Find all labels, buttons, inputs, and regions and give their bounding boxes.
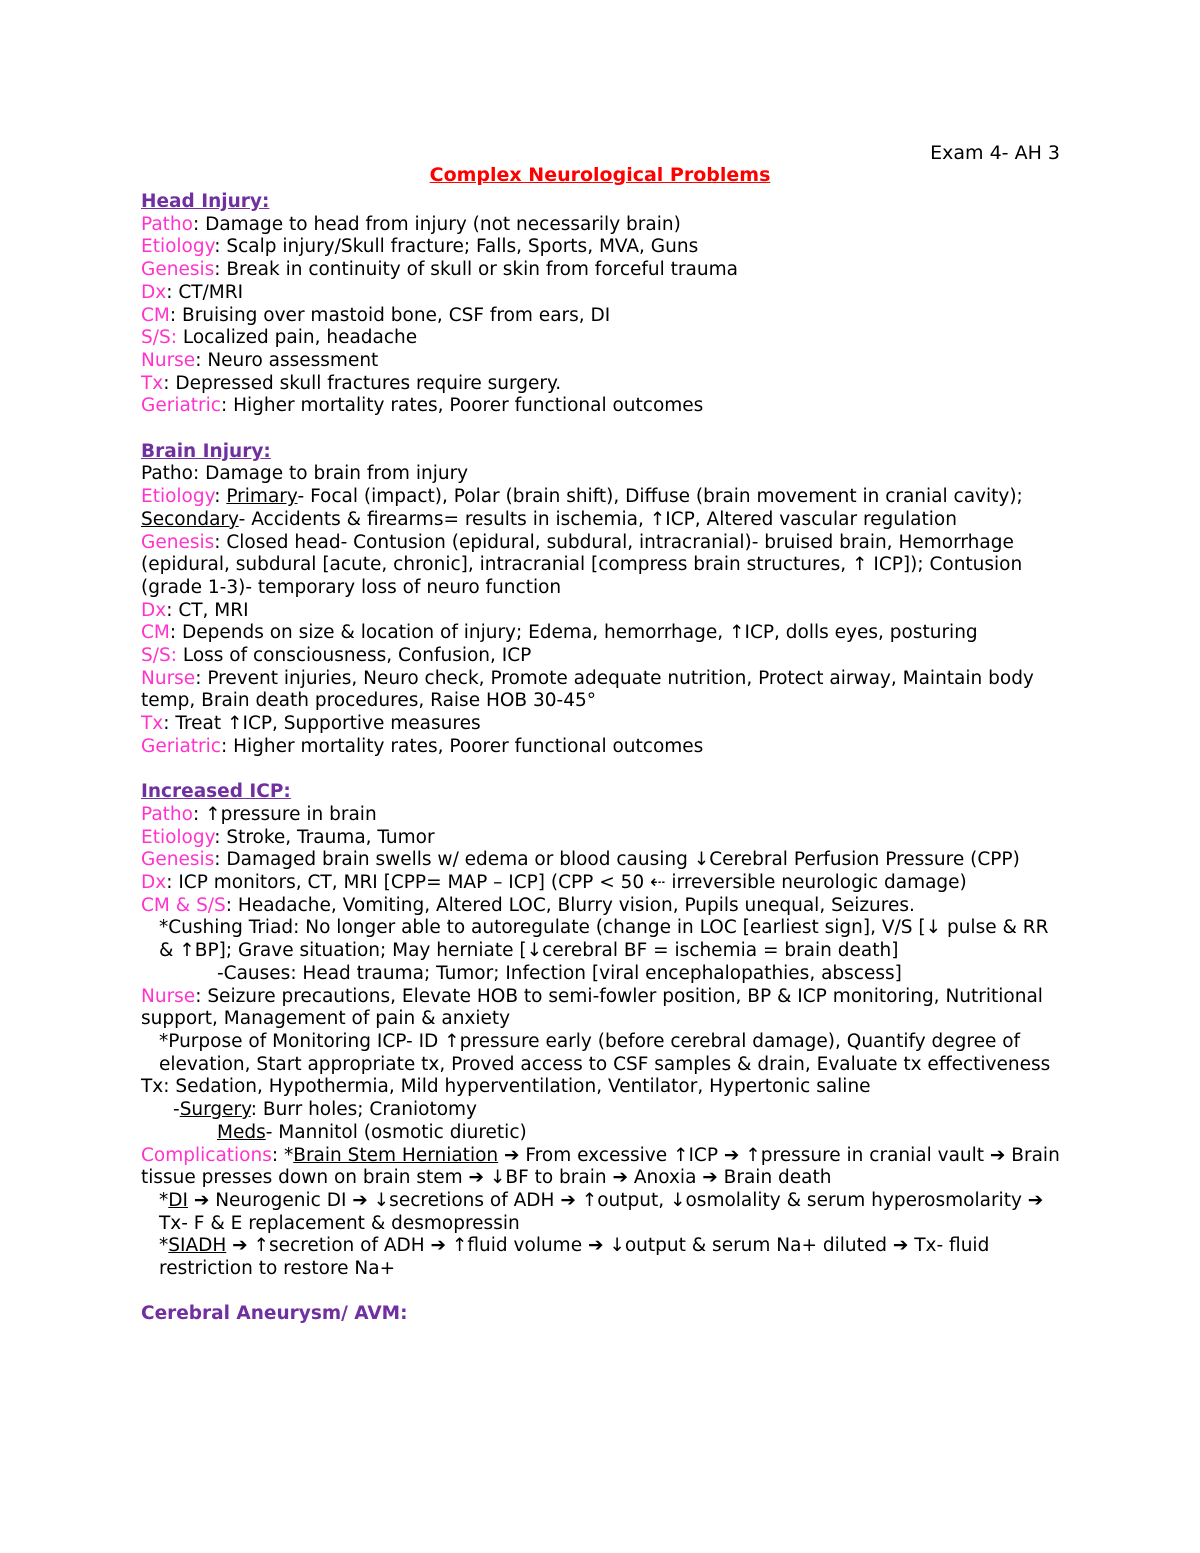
field-label: CM & S/S (141, 894, 226, 916)
geriatric-line (141, 395, 1061, 418)
field-label: Complications (141, 1144, 272, 1166)
field-text: - (173, 1099, 180, 1121)
tx-line (141, 373, 1061, 396)
genesis-line (141, 532, 1061, 600)
geriatric-line (141, 736, 1061, 759)
field-text: : * (271, 1144, 294, 1166)
ss-line (141, 327, 1061, 350)
field-text: - Accidents & firearms= results in ischemia, ↑ICP, Altered vascular regulation (238, 508, 957, 530)
field-text: * (159, 1189, 169, 1211)
document-body (141, 191, 1061, 1326)
cushing-triad-line: *Cushing Triad: No longer able to autoregulate (change in LOC [earliest sign], V/S [↓ pulse & RR & ↑BP]; Grave situation; May herniate [↓cerebral BF = ischemia = brain death] (159, 917, 1049, 962)
field-label: Patho (141, 213, 193, 235)
field-label: CM (141, 304, 170, 326)
primary-term: Primary (226, 486, 298, 508)
field-label: Dx (141, 281, 167, 303)
tx-line: Tx: Sedation, Hypothermia, Mild hyperventilation, Ventilator, Hypertonic saline (141, 1076, 871, 1098)
field-text: : Damage to head from injury (not necessarily brain) (192, 213, 681, 235)
dx-line (141, 282, 1061, 305)
siadh-line (141, 1235, 1061, 1280)
field-label: Nurse (141, 349, 196, 371)
field-text: : Seizure precautions, Elevate HOB to semi-fowler position, BP & ICP monitoring, Nutritional support, Management of pain & anxiety (141, 985, 1043, 1030)
section-heading: Brain Injury: (141, 440, 271, 462)
field-label: Geriatric (141, 735, 221, 757)
field-text: : Higher mortality rates, Poorer functional outcomes (220, 735, 704, 757)
genesis-line (141, 259, 1061, 282)
tx-line (141, 713, 1061, 736)
field-label: Genesis (141, 259, 215, 281)
field-text: : (214, 486, 227, 508)
field-label: Etiology (141, 236, 215, 258)
field-text: : Neuro assessment (195, 349, 379, 371)
field-label: Nurse (141, 667, 196, 689)
field-label: Genesis (141, 849, 215, 871)
section-heading: Increased ICP: (141, 781, 291, 803)
complications-line (141, 1145, 1061, 1190)
field-text: - Focal (impact), Polar (brain shift), Diffuse (brain movement in cranial cavity); (297, 486, 1023, 508)
field-label: CM (141, 622, 170, 644)
surgery-line (141, 1099, 1061, 1122)
herniation-term: Brain Stem Herniation (293, 1144, 499, 1166)
meds-term: Meds (217, 1121, 266, 1143)
field-text: : Bruising over mastoid bone, CSF from ears, DI (169, 304, 611, 326)
field-text: : ↑pressure in brain (192, 803, 377, 825)
dx-line (141, 872, 1061, 895)
field-text: : ICP monitors, CT, MRI [CPP= MAP – ICP] (CPP < 50 ⇠ irreversible neurologic damage) (166, 872, 967, 894)
etiology-line (141, 486, 1061, 531)
field-text: : CT/MRI (166, 281, 244, 303)
field-text: : Higher mortality rates, Poorer functional outcomes (220, 395, 704, 417)
field-label: Nurse (141, 985, 196, 1007)
genesis-line (141, 849, 1061, 872)
field-label: S/S: (141, 645, 177, 667)
field-label: Dx (141, 599, 167, 621)
section-head-injury (141, 191, 1061, 418)
cm-ss-line (141, 895, 1061, 918)
field-label: Genesis (141, 531, 215, 553)
di-term: DI (168, 1189, 188, 1211)
field-label: Dx (141, 872, 167, 894)
nurse-line (141, 986, 1061, 1031)
field-text: : Scalp injury/Skull fracture; Falls, Sports, MVA, Guns (214, 236, 699, 258)
field-text: Loss of consciousness, Confusion, ICP (176, 645, 532, 667)
field-text: : Treat ↑ICP, Supportive measures (163, 713, 481, 735)
field-text: : Depressed skull fractures require surgery. (163, 372, 562, 394)
field-text: * (159, 1235, 169, 1257)
patho-line (141, 804, 1061, 827)
field-label: Patho (141, 803, 193, 825)
field-label: Tx (141, 713, 164, 735)
field-label: Geriatric (141, 395, 221, 417)
purpose-line: *Purpose of Monitoring ICP- ID ↑pressure early (before cerebral damage), Quantify degree of elevation, Start appropriate tx, Proved access to CSF samples & drain, Evaluate tx effectiveness (159, 1030, 1051, 1075)
patho-line (141, 214, 1061, 237)
field-text: : CT, MRI (166, 599, 249, 621)
field-text: : Damaged brain swells w/ edema or blood causing ↓Cerebral Perfusion Pressure (CPP) (214, 849, 1020, 871)
secondary-term: Secondary (141, 508, 239, 530)
section-heading: Head Injury: (141, 191, 270, 212)
siadh-term: SIADH (168, 1235, 227, 1257)
meds-line (141, 1122, 1061, 1145)
field-text: ➔ ↑secretion of ADH ➔ ↑fluid volume ➔ ↓output & serum Na+ diluted ➔ Tx- fluid restriction to restore Na+ (159, 1235, 990, 1280)
field-text: Localized pain, headache (176, 327, 418, 349)
field-text: : Depends on size & location of injury; Edema, hemorrhage, ↑ICP, dolls eyes, posturing (169, 622, 978, 644)
document-title: Complex Neurological Problems (429, 164, 771, 186)
field-text: : Burr holes; Craniotomy (250, 1099, 477, 1121)
surgery-term: Surgery (179, 1099, 251, 1121)
field-label: Etiology (141, 486, 215, 508)
ss-line (141, 645, 1061, 668)
field-text: ➔ Neurogenic DI ➔ ↓secretions of ADH ➔ ↑output, ↓osmolality & serum hyperosmolarity ➔ Tx- F & E replacement & desmopressin (159, 1189, 1044, 1234)
causes-line: -Causes: Head trauma; Tumor; Infection [viral encephalopathies, abscess] (217, 962, 902, 984)
dx-line (141, 600, 1061, 623)
cm-line (141, 622, 1061, 645)
section-increased-icp (141, 781, 1061, 1280)
cm-line (141, 305, 1061, 328)
etiology-line (141, 236, 1061, 259)
section-cerebral-aneurysm (141, 1303, 1061, 1326)
field-text: : Prevent injuries, Neuro check, Promote adequate nutrition, Protect airway, Maintain body temp, Brain death procedures, Raise HOB 30-45° (141, 667, 1034, 712)
nurse-line (141, 350, 1061, 373)
etiology-line (141, 827, 1061, 850)
course-header: Exam 4- AH 3 (930, 142, 1060, 164)
field-text: ➔ From excessive ↑ICP ➔ ↑pressure in cranial vault ➔ Brain tissue presses down on brain stem ➔ ↓BF to brain ➔ Anoxia ➔ Brain death (141, 1144, 1060, 1189)
field-text: : Headache, Vomiting, Altered LOC, Blurry vision, Pupils unequal, Seizures. (225, 894, 915, 916)
di-line (141, 1190, 1061, 1235)
field-label: Tx (141, 372, 164, 394)
section-brain-injury (141, 441, 1061, 759)
nurse-line (141, 668, 1061, 713)
field-label: Etiology (141, 826, 215, 848)
patho-line: Patho: Damage to brain from injury (141, 463, 469, 485)
section-heading: Cerebral Aneurysm/ AVM: (141, 1303, 408, 1325)
field-label: S/S: (141, 327, 177, 349)
field-text: : Break in continuity of skull or skin from forceful trauma (214, 259, 738, 281)
field-text: : Closed head- Contusion (epidural, subdural, intracranial)- bruised brain, Hemorrhage (epidural, subdural [acute, chronic], intracranial [compress brain structures, ↑ ICP]); Contusion (grade 1-3)- temporary loss of neuro function (141, 531, 1023, 598)
field-text: : Stroke, Trauma, Tumor (214, 826, 435, 848)
field-text: - Mannitol (osmotic diuretic) (265, 1121, 527, 1143)
